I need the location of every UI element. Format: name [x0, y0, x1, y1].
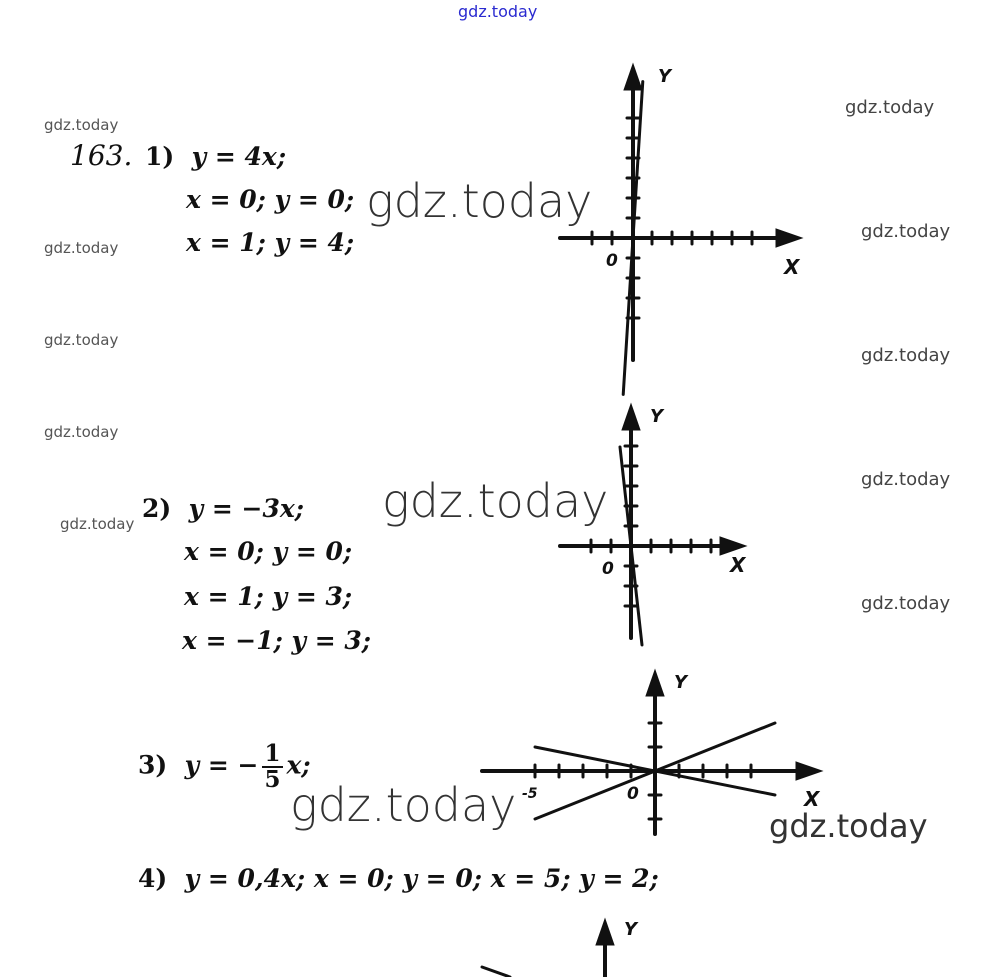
watermark: gdz.today	[44, 331, 119, 349]
x-axis-arrow	[776, 229, 802, 247]
problem-number: 163.	[70, 139, 133, 172]
fraction-denominator: 5	[264, 766, 281, 794]
watermark-top: gdz.today	[458, 2, 538, 21]
origin-label: 0	[606, 251, 618, 271]
axis-label-x: X	[730, 553, 746, 577]
watermark: gdz.today	[861, 593, 951, 614]
graph-4	[470, 915, 670, 977]
fraction-numerator: 1	[264, 740, 281, 767]
watermark-large: gdz.today	[382, 474, 609, 528]
part2-line	[182, 628, 371, 653]
watermark-large: gdz.today	[769, 807, 928, 845]
graph-1	[540, 60, 820, 380]
origin-label: 0	[627, 784, 639, 804]
part-equation-suffix: x;	[286, 750, 311, 780]
value-line: x = 0; y = 0;	[184, 537, 353, 566]
axis-label-x: X	[784, 255, 800, 279]
origin-label: 0	[602, 559, 614, 579]
y-axis-arrow	[624, 64, 642, 90]
axis-label-x: X	[804, 787, 820, 811]
axis-label-y: Y	[674, 672, 688, 693]
part-equation-prefix: y = −	[184, 750, 259, 780]
y-axis-arrow	[622, 404, 640, 430]
part2-function	[142, 496, 304, 521]
watermark-large: gdz.today	[366, 174, 593, 228]
part-label: 2)	[142, 494, 172, 523]
watermark-large: gdz.today	[290, 778, 517, 832]
fraction	[262, 742, 282, 792]
part-label: 4)	[138, 864, 168, 893]
tick-marks	[592, 118, 752, 318]
part-equation: y = 4x;	[191, 142, 287, 171]
watermark: gdz.today	[44, 239, 119, 257]
part-equation: y = −3x;	[188, 494, 305, 523]
watermark: gdz.today	[861, 469, 951, 490]
part-equation: y = 0,4x; x = 0; y = 0; x = 5; y = 2;	[184, 864, 659, 893]
watermark: gdz.today	[845, 97, 935, 118]
part3-function	[138, 742, 311, 792]
value-line: x = 1; y = 4;	[186, 228, 355, 257]
y-axis-arrow	[646, 670, 664, 696]
part-label: 1)	[145, 142, 175, 171]
graph-2	[540, 398, 770, 658]
tick-label: -5	[522, 786, 538, 802]
part1-function	[145, 144, 286, 169]
axis-label-y: Y	[650, 406, 664, 427]
y-axis-arrow	[596, 919, 614, 945]
part2-line	[184, 584, 352, 609]
part1-line	[186, 187, 354, 212]
x-axis-arrow	[796, 762, 822, 780]
axis-label-y: Y	[658, 66, 672, 87]
part2-line	[184, 539, 352, 564]
watermark: gdz.today	[861, 345, 951, 366]
part1-line	[186, 230, 354, 255]
value-line: x = 1; y = 3;	[184, 582, 353, 611]
graph-3	[470, 662, 850, 842]
watermark: gdz.today	[44, 116, 119, 134]
value-line: x = 0; y = 0;	[186, 185, 355, 214]
watermark: gdz.today	[44, 423, 119, 441]
value-line: x = −1; y = 3;	[182, 626, 372, 655]
partial-line	[482, 967, 510, 977]
tick-marks	[591, 446, 711, 606]
watermark: gdz.today	[861, 221, 951, 242]
part4-function	[138, 866, 659, 891]
part-label: 3)	[138, 750, 168, 780]
watermark: gdz.today	[60, 515, 135, 533]
axis-label-y: Y	[624, 919, 638, 940]
